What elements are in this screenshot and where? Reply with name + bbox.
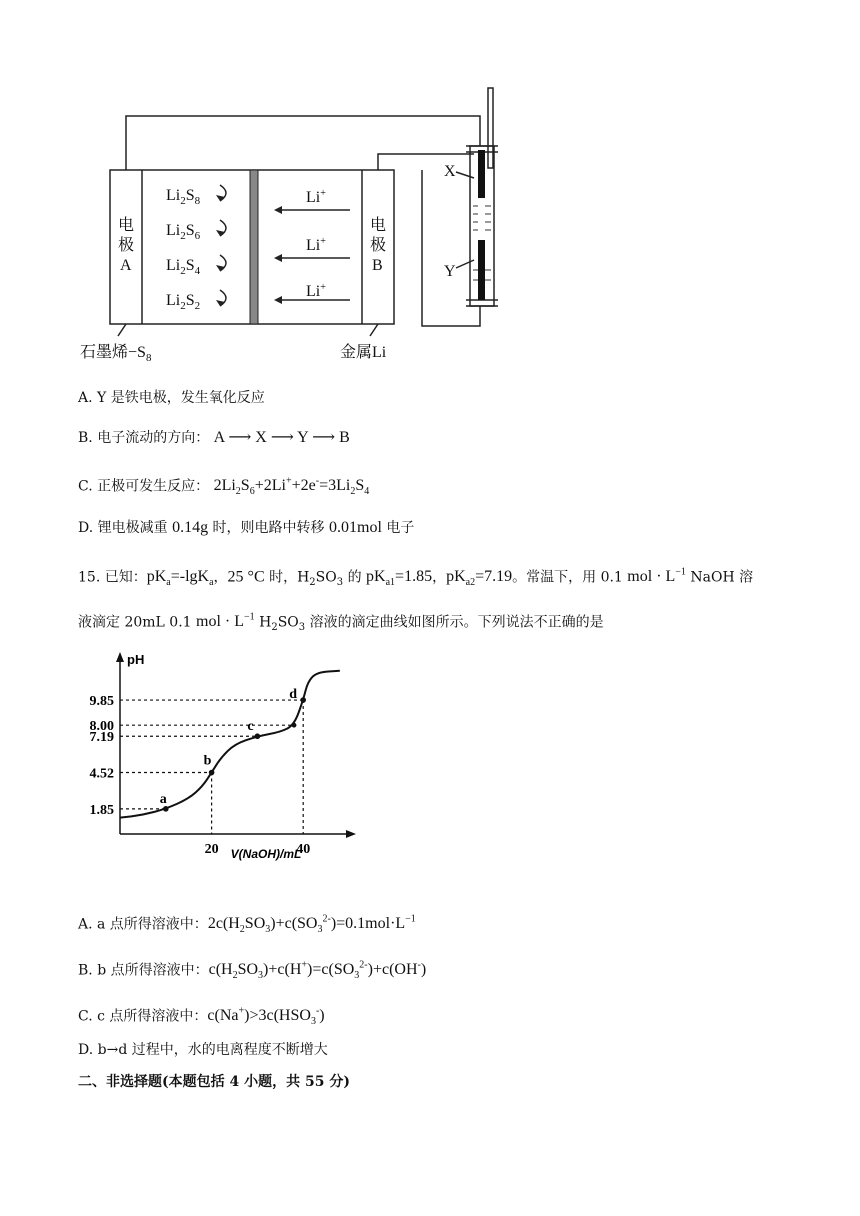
q14-option-d-suffix: 电子 bbox=[386, 520, 415, 536]
x-tick-label: 40 bbox=[296, 841, 311, 857]
li-ion-label-3: Li+ bbox=[306, 282, 326, 300]
q14-option-d-value: 0.14g bbox=[172, 519, 209, 536]
electrode-a-char-3: A bbox=[120, 257, 132, 274]
y-axis-label: pH bbox=[127, 652, 145, 667]
q14-option-b bbox=[78, 428, 350, 448]
q14-option-a: A. Y 是铁电极，发生氧化反应 bbox=[78, 390, 265, 406]
li-ion-label-1: Li+ bbox=[306, 188, 326, 206]
section-title: 二、非选择题(本题包括 4 小题，共 55 分) bbox=[78, 1074, 350, 1090]
titration-curve bbox=[120, 671, 340, 818]
y-tick-label: 4.52 bbox=[89, 766, 114, 782]
titration-chart bbox=[70, 644, 370, 864]
species-li2s8: $Li_2S_8$ bbox=[166, 187, 201, 207]
species-li2s6: $Li_2S_6$ bbox=[166, 222, 201, 242]
species-li2s2: $Li_2S_2$ bbox=[166, 292, 201, 312]
q15-line-1: 15. 已知：$pK_a=-\lg K_a$，25 °C 时，$H_2SO_3$ 的 $pK_{a1}=1.85$，$pK_{a2}=7.19$。常温下，用 0.1 mol · $L^{-1}$ NaOH 溶 bbox=[78, 567, 754, 589]
electrode-b-char-3: B bbox=[372, 257, 383, 274]
q14-option-c-formula: $2Li_2S_6+2Li^++2e^-=3Li_2S_4$ bbox=[213, 476, 370, 498]
species-li2s4: $Li_2S_4$ bbox=[166, 257, 201, 277]
bottom-left-label: 石墨烯$-S_8$ bbox=[80, 344, 152, 364]
point-label-a: a bbox=[159, 791, 167, 807]
label-y: Y bbox=[444, 263, 456, 280]
y-tick-label: 8.00 bbox=[89, 719, 114, 735]
point-d bbox=[300, 697, 306, 703]
q14-option-d bbox=[78, 518, 414, 538]
q14-option-d-mid: 时，则电路中转移 bbox=[212, 520, 325, 536]
battery-figure bbox=[70, 84, 530, 374]
point-label-d: d bbox=[289, 687, 297, 703]
li-ion-label-2: Li+ bbox=[306, 236, 326, 254]
electrode-b-char-2: 极 bbox=[370, 237, 387, 254]
y-tick-label: 1.85 bbox=[89, 802, 114, 818]
point-label-c: c bbox=[247, 719, 254, 735]
q14-option-b-formula: A ⟶ X ⟶ Y ⟶ B bbox=[213, 429, 350, 446]
q14-option-c bbox=[78, 472, 369, 503]
label-x: X bbox=[444, 163, 456, 180]
x-axis-label: V(NaOH)/mL bbox=[230, 847, 302, 861]
q14-option-d-value2: 0.01mol bbox=[329, 519, 382, 536]
y-axis-arrow bbox=[116, 652, 124, 662]
bottom-right-label: 金属Li bbox=[340, 344, 387, 361]
electrode-a-char-1: 电 bbox=[118, 217, 135, 234]
q15-option-c: C. c 点所得溶液中：$c(Na^+)>3c(HSO_3^-)$ bbox=[78, 1006, 325, 1028]
y-tick-label: 7.19 bbox=[89, 730, 114, 746]
point-b bbox=[209, 770, 215, 776]
q15-option-a: A. a 点所得溶液中：$2c(H_2SO_3)+c(SO_3^{2-})=0.1mol\cdot L^{-1}$ bbox=[78, 914, 416, 936]
q15-line-2: 液滴定 20mL 0.1 mol · $L^{-1}$ $H_2SO_3$ 溶液的滴定曲线如图所示。下列说法不正确的是 bbox=[78, 612, 604, 634]
q15-option-d: D. b→d 过程中，水的电离程度不断增大 bbox=[78, 1042, 328, 1058]
q14-option-c-prefix: C. 正极可发生反应： bbox=[78, 478, 210, 495]
q15-option-b: B. b 点所得溶液中：$c(H_2SO_3)+c(H^+)=c(SO_3^{2-})+c(OH^-)$ bbox=[78, 960, 427, 982]
point-c bbox=[255, 733, 261, 739]
x-axis-arrow bbox=[346, 830, 356, 838]
q14-option-b-prefix: B. 电子流动的方向： bbox=[78, 430, 210, 446]
point-a bbox=[163, 806, 169, 812]
y-tick-label: 9.85 bbox=[89, 694, 114, 710]
q14-option-d-prefix: D. 锂电极减重 bbox=[78, 520, 168, 536]
point-extra bbox=[292, 723, 297, 728]
point-label-b: b bbox=[203, 753, 212, 769]
electrode-a-char-2: 极 bbox=[118, 237, 135, 254]
x-tick-label: 20 bbox=[204, 841, 219, 857]
electrode-b-char-1: 电 bbox=[370, 217, 387, 234]
